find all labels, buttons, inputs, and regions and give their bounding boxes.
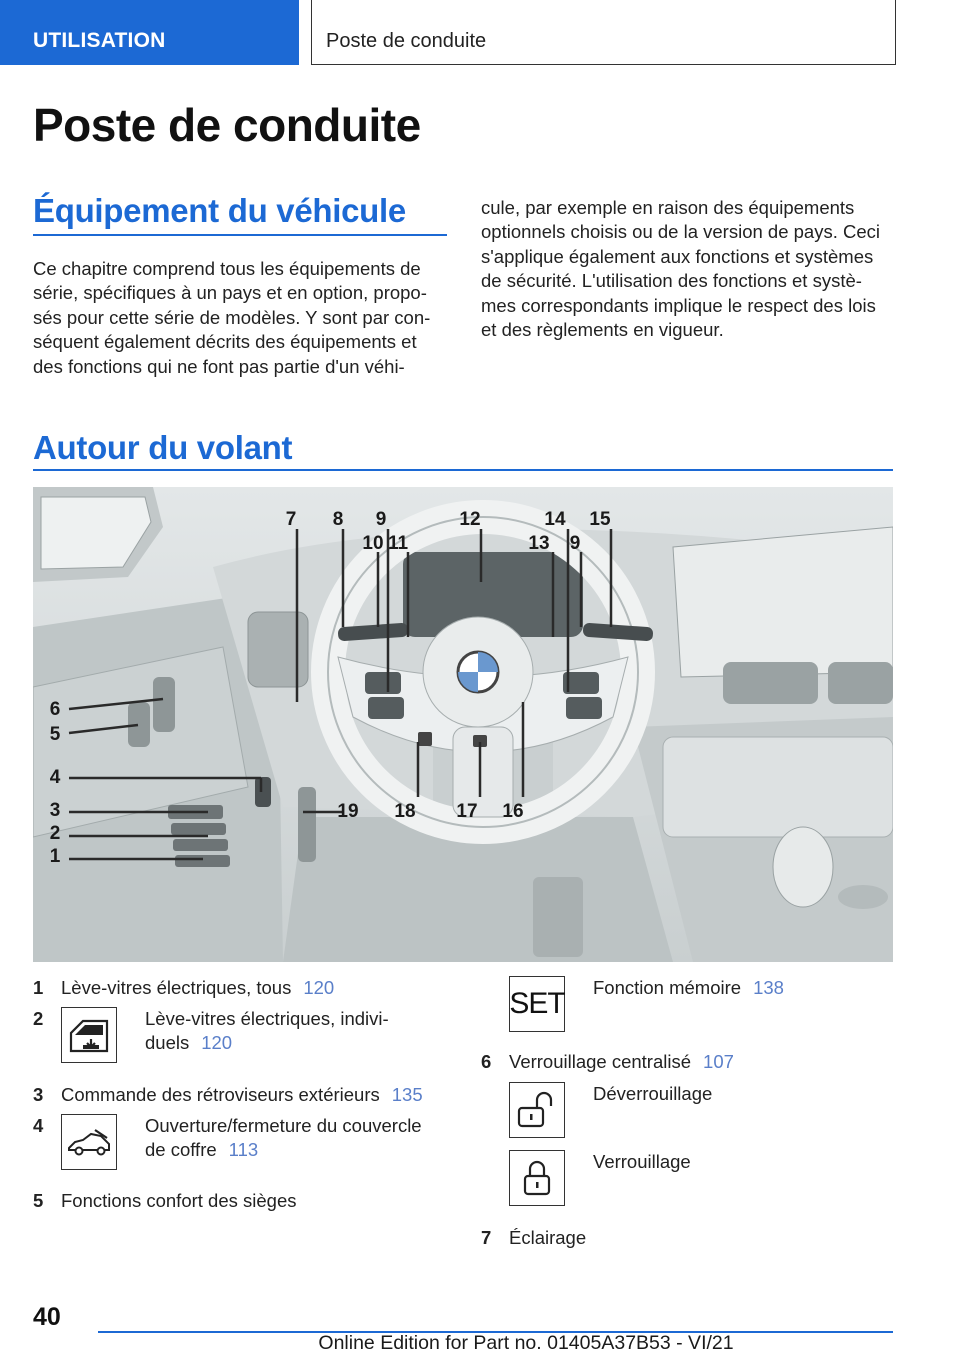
- callout-number: 1: [49, 846, 61, 867]
- set-icon-label: SET: [509, 986, 565, 1020]
- legend-number: 2: [33, 1008, 44, 1029]
- section-rule: [33, 234, 447, 236]
- legend-text: Verrouillage centralisé: [509, 1051, 692, 1072]
- legend-item-2: [33, 1007, 447, 1063]
- callout-number: 14: [544, 509, 566, 530]
- section-title-steering: Autour du volant: [33, 429, 293, 466]
- callout-number: 3: [49, 800, 61, 821]
- page-reference-link[interactable]: 107: [703, 1051, 734, 1072]
- callout-number: 2: [49, 823, 61, 844]
- header-chapter-title: Poste de conduite: [311, 0, 896, 65]
- callout-number: 16: [502, 801, 524, 822]
- legend-text: Lève-vitres électriques, tous: [61, 977, 292, 998]
- legend-text: Fonction mémoire: [593, 977, 742, 998]
- legend-item-5: [33, 1189, 447, 1213]
- cockpit-illustration: [33, 487, 893, 962]
- callout-number: 9: [375, 509, 387, 530]
- legend-item-lock: [481, 1150, 895, 1206]
- page-reference-link[interactable]: 120: [201, 1032, 233, 1054]
- legend-item-1: [33, 976, 447, 1000]
- section-rule: [33, 469, 893, 471]
- footer-edition: Online Edition for Part no. 01405A37B53 - VI/21: [318, 1332, 734, 1354]
- callout-number: 12: [459, 509, 481, 530]
- text-line: Ce chapitre comprend tous les équipements de: [33, 258, 421, 279]
- text-line: s'applique également aux fonctions et systèmes: [481, 245, 874, 267]
- callout-number: 6: [49, 699, 61, 720]
- legend-number: 1: [33, 977, 44, 998]
- legend-item-3: [33, 1083, 447, 1107]
- legend-text: Éclairage: [509, 1227, 587, 1248]
- legend-item-6: [481, 1050, 895, 1074]
- legend-number: 4: [33, 1115, 44, 1136]
- legend-item-7: [481, 1226, 895, 1250]
- text-line: de sécurité. L'utilisation des fonctions et systè-: [481, 270, 862, 292]
- page-reference-link[interactable]: 120: [303, 977, 335, 998]
- text-line: optionnels choisis ou de la version de pays. Ceci: [481, 221, 881, 243]
- page-number: 40: [33, 1303, 61, 1331]
- legend-text: Ouverture/fermeture du couvercle: [145, 1115, 422, 1136]
- legend-item-unlock: [481, 1082, 895, 1138]
- legend-item-4: [33, 1114, 447, 1170]
- text-line: des fonctions qui ne font pas partie d'un véhi-: [33, 355, 405, 377]
- legend-text: Commande des rétroviseurs extérieurs: [61, 1084, 380, 1105]
- callout-number: 17: [456, 801, 478, 822]
- callout-number: 19: [337, 801, 359, 822]
- callout-number: 15: [589, 509, 611, 530]
- legend-text: duels: [145, 1032, 190, 1054]
- legend-number: 3: [33, 1084, 44, 1105]
- lock-icon: [509, 1150, 565, 1206]
- legend-text: Lève-vitres électriques, indivi-: [145, 1008, 389, 1029]
- callout-number: 8: [332, 509, 344, 530]
- legend-number: 5: [33, 1190, 44, 1211]
- callout-number: 9: [569, 533, 581, 554]
- callout-number: 7: [285, 509, 297, 530]
- text-line: mes correspondants implique le respect des lois: [481, 294, 876, 316]
- legend-text: Verrouillage: [593, 1151, 691, 1172]
- legend-number: 6: [481, 1051, 492, 1072]
- trunk-lid-icon: [61, 1114, 117, 1170]
- callout-number: 18: [394, 801, 416, 822]
- legend-text: de coffre: [145, 1139, 217, 1161]
- page-reference-link[interactable]: 138: [753, 977, 784, 998]
- callout-number: 13: [528, 533, 550, 554]
- page-title: Poste de conduite: [33, 99, 421, 151]
- text-line: sés pour cette série de modèles. Y sont par con-: [33, 306, 431, 328]
- set-icon: [509, 976, 565, 1032]
- unlock-icon: [509, 1082, 565, 1138]
- section-title-equipment: Équipement du véhicule: [33, 192, 406, 229]
- text-line: série, spécifiques à un pays et en option, propo-: [33, 282, 427, 304]
- callout-number: 5: [49, 724, 61, 745]
- callout-number: 4: [49, 767, 61, 788]
- legend-text: Déverrouillage: [593, 1083, 713, 1104]
- intro-paragraph-right: [481, 196, 895, 342]
- header-section-tab[interactable]: UTILISATION: [0, 0, 299, 65]
- cockpit-drawing: [33, 487, 893, 962]
- callout-number: 11: [387, 533, 409, 554]
- callout-number: 10: [362, 533, 384, 554]
- text-line: cule, par exemple en raison des équipements: [481, 197, 855, 218]
- intro-paragraph-left: [33, 257, 447, 379]
- window-lift-icon: [61, 1007, 117, 1063]
- page-reference-link[interactable]: 135: [391, 1084, 423, 1105]
- legend-number: 7: [481, 1227, 492, 1248]
- legend-item-memory: [481, 976, 895, 1032]
- text-line: séquent également décrits des équipements et: [33, 331, 417, 353]
- text-line: et des règlements en vigueur.: [481, 319, 724, 341]
- legend-text: Fonctions confort des sièges: [61, 1190, 297, 1211]
- page-reference-link[interactable]: 113: [228, 1139, 259, 1161]
